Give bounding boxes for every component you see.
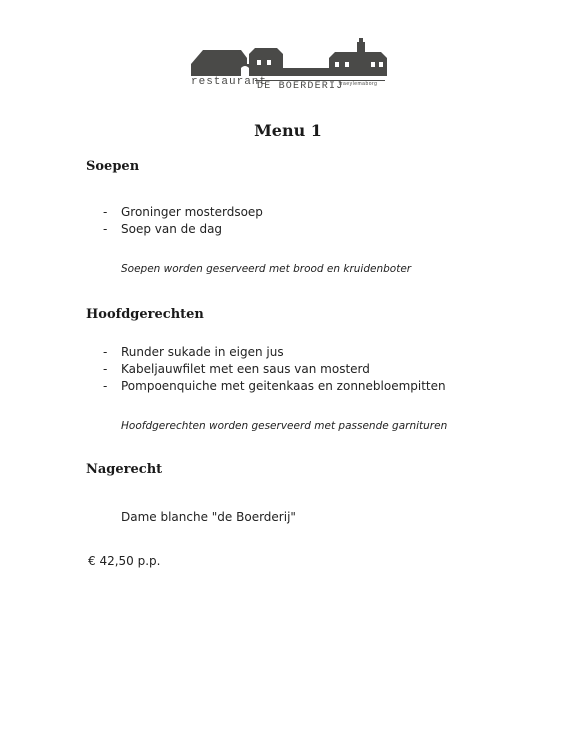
bullet-dash: - (103, 362, 108, 376)
bullet-dash: - (103, 205, 108, 219)
item-label: Runder sukade in eigen jus (121, 345, 284, 359)
item-label: Soep van de dag (121, 222, 223, 236)
item-label: Groninger mosterdsoep (121, 205, 263, 219)
bullet-dash: - (103, 222, 108, 236)
item-label: Pompoenquiche met geitenkaas en zonnebloempitten (121, 379, 446, 393)
menu-title: Menu 1 (254, 121, 322, 140)
section-heading-hoofdgerechten: Hoofdgerechten (86, 307, 204, 322)
dessert-item: Dame blanche "de Boerderij" (121, 510, 296, 524)
list-item (103, 222, 222, 236)
section-heading-nagerecht: Nagerecht (86, 462, 163, 477)
section-note-soepen: Soepen worden geserveerd met brood en kruidenboter (121, 263, 412, 275)
logo-text-name: DE BOERDERIJ (257, 81, 344, 92)
restaurant-logo (189, 36, 389, 92)
list-item (103, 379, 446, 393)
list-item (103, 362, 370, 376)
list-item (103, 345, 284, 359)
section-heading-soepen: Soepen (86, 159, 140, 174)
bullet-dash: - (103, 379, 108, 393)
logo-text-location: fraeylemaborg (339, 81, 378, 87)
section-note-hoofdgerechten: Hoofdgerechten worden geserveerd met passende garnituren (121, 420, 448, 432)
list-item (103, 205, 263, 219)
item-label: Kabeljauwfilet met een saus van mosterd (121, 362, 370, 376)
bullet-dash: - (103, 345, 108, 359)
menu-price: € 42,50 p.p. (88, 554, 161, 568)
logo-text-restaurant: restaurant (191, 76, 268, 88)
